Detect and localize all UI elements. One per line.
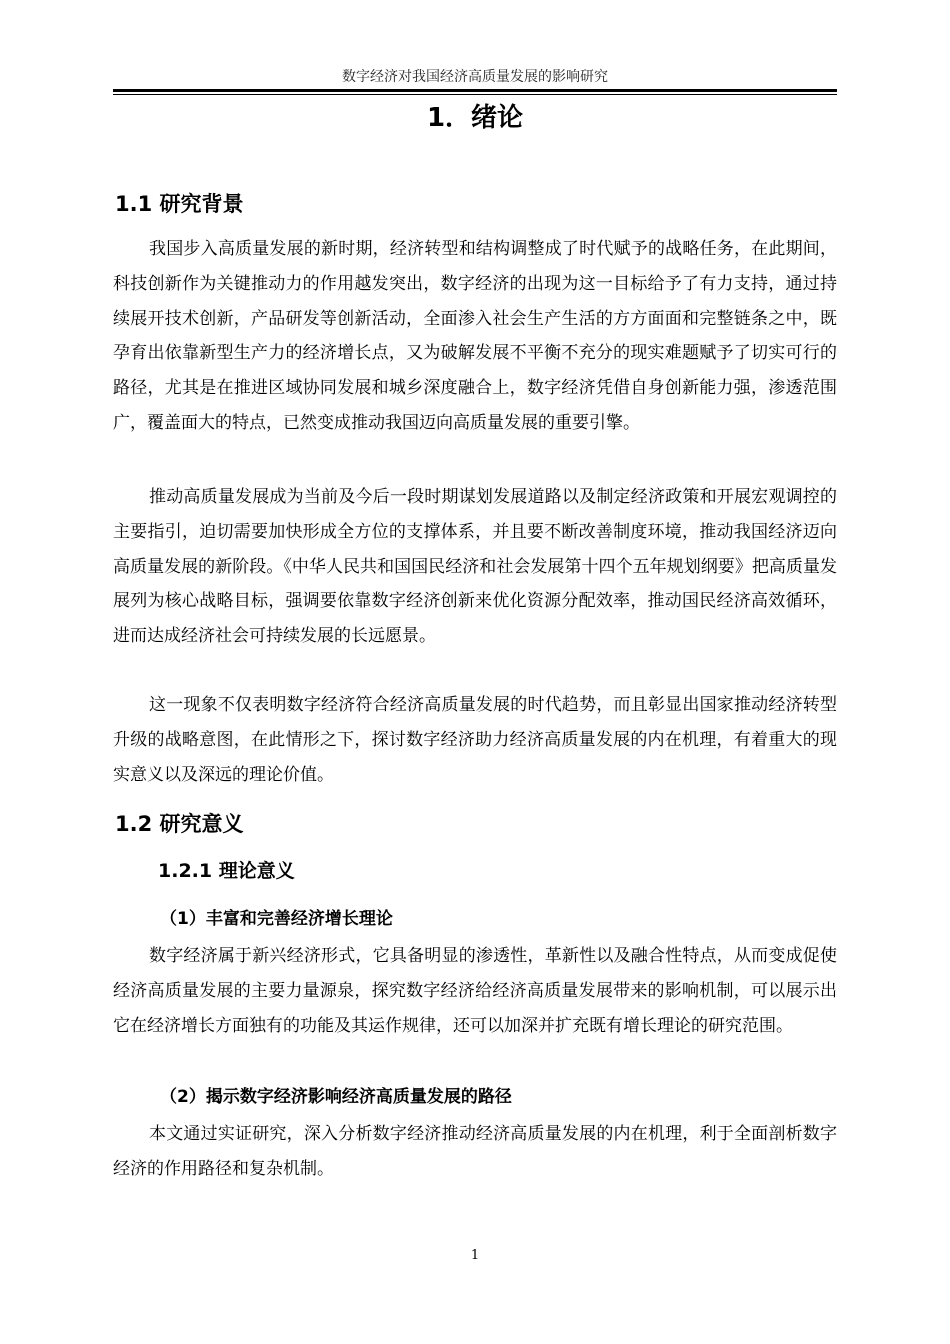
paragraph-background-1: 我国步入高质量发展的新时期，经济转型和结构调整成了时代赋予的战略任务，在此期间，科技创新作为关键推动力的作用越发突出，数字经济的出现为这一目标给予了有力支持，通过持续展开技术创新，产品研发等创新活动，全面渗入社会生产生活的方方面面和完整链条之中，既孕育出依靠新型生产力的经济增长点，又为破解发展不平衡不充分的现实难题赋予了切实可行的路径，尤其是在推进区域协同发展和城乡深度融合上，数字经济凭借自身创新能力强，渗透范围广，覆盖面大的特点，已然变成推动我国迈向高质量发展的重要引擎。	[113, 239, 837, 433]
section-heading-1-1: 1.1 研究背景	[115, 192, 244, 216]
paragraph-background-3: 这一现象不仅表明数字经济符合经济高质量发展的时代趋势，而且彰显出国家推动经济转型升级的战略意图，在此情形之下，探讨数字经济助力经济高质量发展的内在机理，有着重大的现实意义以及深远的理论价值。	[113, 695, 837, 785]
page-number: 1	[470, 1248, 480, 1263]
paragraph-theory-2: 本文通过实证研究，深入分析数字经济推动经济高质量发展的内在机理，利于全面剖析数字经济的作用路径和复杂机制。	[113, 1124, 837, 1179]
header-rule-thin	[113, 94, 837, 95]
running-header: 数字经济对我国经济高质量发展的影响研究	[342, 69, 608, 85]
section-heading-1-2: 1.2 研究意义	[115, 812, 244, 836]
paragraph-theory-1: 数字经济属于新兴经济形式，它具备明显的渗透性，革新性以及融合性特点，从而变成促使经济高质量发展的主要力量源泉，探究数字经济给经济高质量发展带来的影响机制，可以展示出它在经济增长方面独有的功能及其运作规律，还可以加深并扩充既有增长理论的研究范围。	[113, 946, 837, 1036]
subsection-heading-1-2-1: 1.2.1 理论意义	[158, 860, 295, 882]
paragraph-background-2: 推动高质量发展成为当前及今后一段时期谋划发展道路以及制定经济政策和开展宏观调控的主要指引，迫切需要加快形成全方位的支撑体系，并且要不断改善制度环境，推动我国经济迈向高质量发展的新阶段。《中华人民共和国国民经济和社会发展第十四个五年规划纲要》把高质量发展列为核心战略目标，强调要依靠数字经济创新来优化资源分配效率，推动国民经济高效循环，进而达成经济社会可持续发展的长远愿景。	[113, 487, 837, 647]
item-heading-2: （2）揭示数字经济影响经济高质量发展的路径	[160, 1087, 512, 1107]
item-heading-1: （1）丰富和完善经济增长理论	[160, 909, 393, 929]
chapter-title: 1．绪论	[426, 103, 524, 133]
header-rule-thick	[113, 89, 837, 92]
